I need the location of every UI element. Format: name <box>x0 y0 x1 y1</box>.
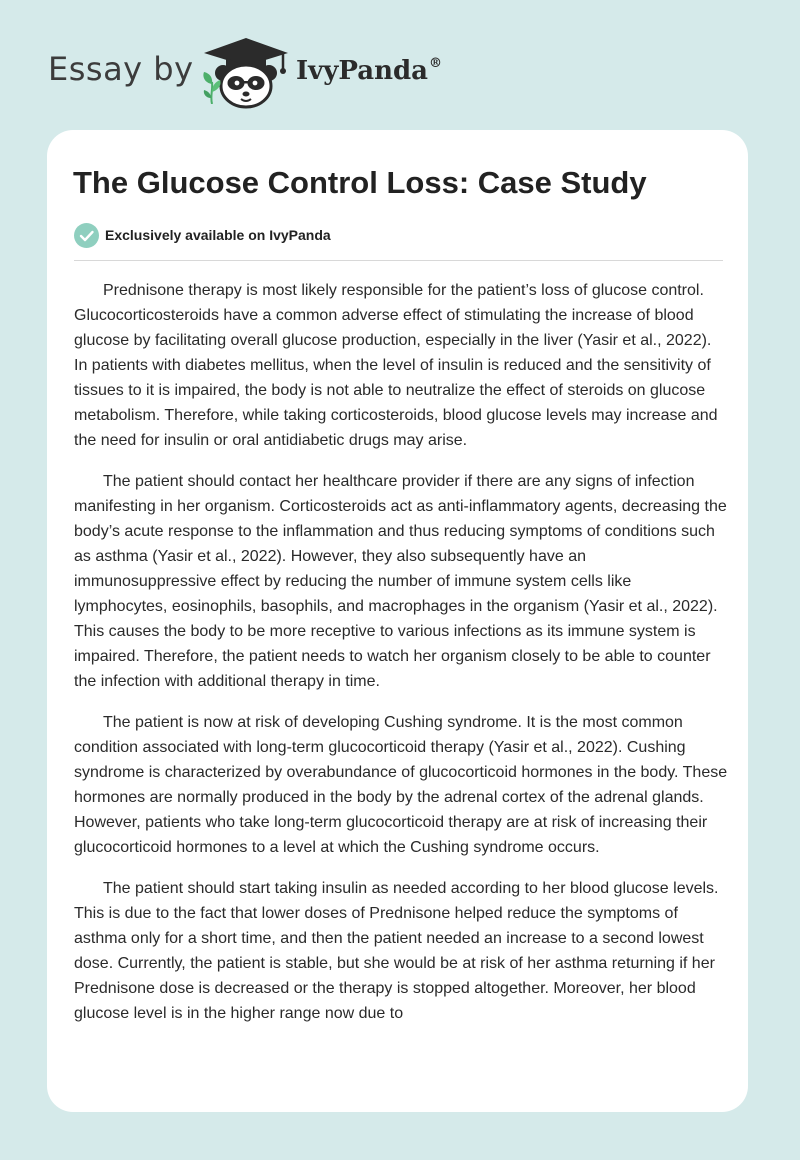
site-header <box>0 0 800 130</box>
exclusive-label: Exclusively available on IvyPanda <box>105 227 331 243</box>
registered-mark: ® <box>429 56 443 71</box>
divider <box>74 260 723 261</box>
brand-text: IvyPanda <box>296 56 429 86</box>
paragraph-3: The patient is now at risk of developing Cushing syndrome. It is the most common condition associated with long-term glucocorticoid therapy (Yasir et al., 2022). Cushing syndrome is characterized by overabundance of glucocorticoid hormones in the body. These hormones are normally produced in the body by the adrenal cortex of the adrenal glands. However, patients who take long-term glucocorticoid therapy are at risk of increasing their glucocorticoid hormones to a level at which the Cushing syndrome occurs. <box>74 714 728 856</box>
essay-body <box>74 278 729 1042</box>
essay-by-label: Essay by <box>48 50 194 88</box>
ivy-leaf-icon <box>201 70 223 104</box>
brand-name[interactable] <box>296 56 442 86</box>
paragraph-4: The patient should start taking insulin as needed according to her blood glucose levels. This is due to the fact that lower doses of Prednisone helped reduce the symptoms of asthma only for a short time, and then the patient needed an increase to a second lowest dose. Currently, the patient is stable, but she would be at risk of her asthma returning if her Prednisone dose is decreased or the therapy is stopped altogether. Moreover, her blood glucose level is in the higher range now due to <box>74 880 719 1022</box>
paragraph-2: The patient should contact her healthcare provider if there are any signs of infection manifesting in her organism. Corticosteroids act as anti-inflammatory agents, decreasing the body’s acute response to the inflammation and thus reducing symptoms of conditions such as asthma (Yasir et al., 2022). However, they also subsequently have an immunosuppressive effect by reducing the number of immune system cells like lymphocytes, eosinophils, basophils, and macrophages in the organism (Yasir et al., 2022). This causes the body to be more receptive to various infections as its immune system is impaired. Therefore, the patient needs to watch her organism closely to be able to counter the infection with additional therapy in time. <box>74 473 727 690</box>
paragraph-1: Prednisone therapy is most likely responsible for the patient’s loss of glucose control. Glucocorticosteroids have a common adverse effect of stimulating the increase of blood glucose by facilitating overall glucose production, especially in the liver (Yasir et al., 2022). In patients with diabetes mellitus, when the level of insulin is reduced and the sensitivity of tissues to it is impaired, the body is not able to neutralize the effect of steroids on glucose metabolism. Therefore, while taking corticosteroids, blood glucose levels may increase and the need for insulin or oral antidiabetic drugs may arise. <box>74 282 718 449</box>
check-circle-icon <box>74 223 99 248</box>
essay-card <box>47 130 748 1112</box>
exclusive-badge <box>74 222 331 248</box>
page-title: The Glucose Control Loss: Case Study <box>73 165 647 200</box>
